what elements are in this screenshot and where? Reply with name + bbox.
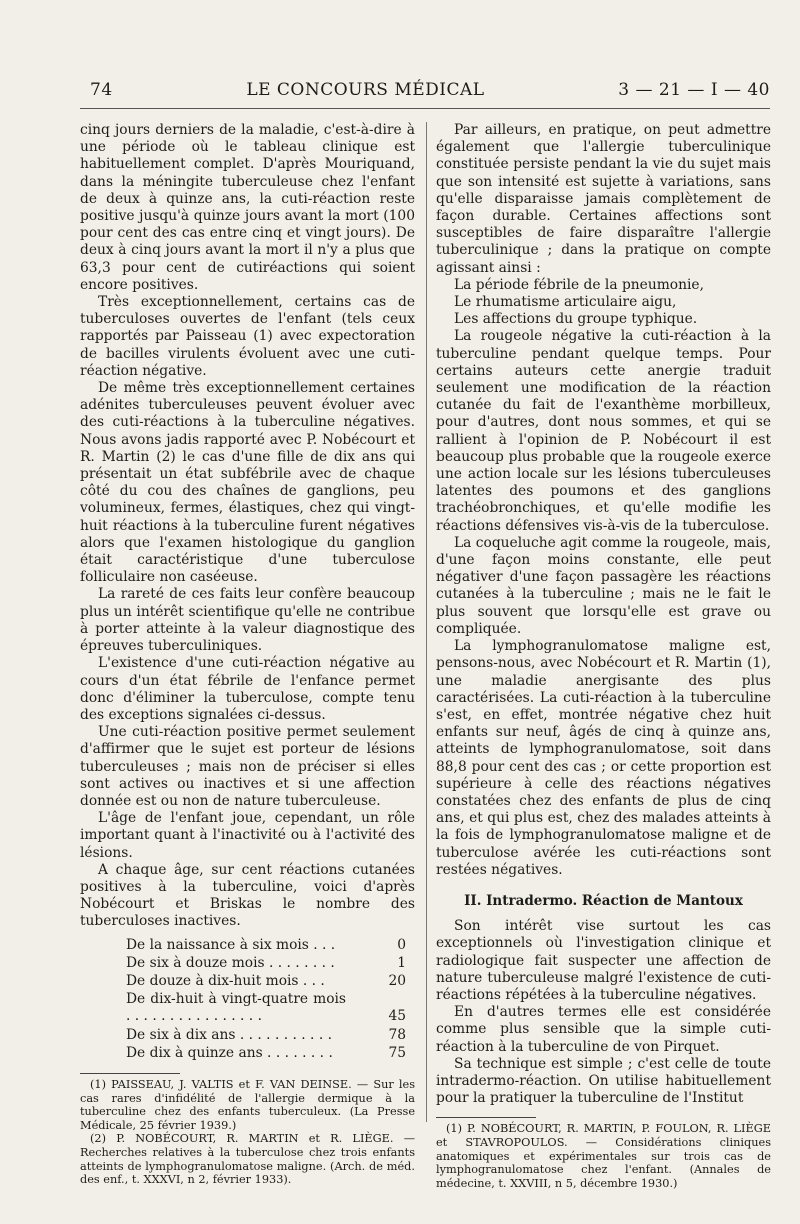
count-value: 78 — [388, 1026, 406, 1043]
paragraph: Très exceptionnellement, certains cas de tuberculoses ouvertes de l'enfant (tels ceux rapportés par Paisseau (1) avec expectoration de bacilles virulents évoluent avec une cuti-réaction négative. — [80, 294, 415, 379]
list-item: Le rhumatisme articulaire aigu, — [454, 294, 677, 311]
section-title: II. Intradermo. Réaction de Mantoux — [464, 892, 743, 909]
table-row — [126, 1027, 406, 1045]
paragraph: La coqueluche agit comme la rougeole, mais, d'une façon moins constante, elle peut négativer d'une façon passagère les réactions cutanées à la tuberculine ; mais ne le fait le plus souvent que lorsqu'elle est grave ou compliquée. — [436, 534, 771, 637]
footnote-rule — [80, 1073, 180, 1074]
age-label: De six à douze mois . . . . . . . . — [126, 954, 335, 971]
table-row — [126, 991, 406, 1026]
page-header — [90, 80, 770, 100]
count-value: 75 — [388, 1044, 406, 1061]
age-label: De dix à quinze ans . . . . . . . . — [126, 1044, 333, 1061]
age-label: De la naissance à six mois . . . — [126, 936, 336, 953]
footnotes-left — [80, 1078, 415, 1187]
table-row — [126, 955, 406, 973]
table-row — [126, 937, 406, 955]
paragraph: L'existence d'une cuti-réaction négative au cours d'un état fébrile de l'enfance permet donc d'éliminer la tuberculose, compte tenu des exceptions signalées ci-dessus. — [80, 655, 415, 723]
inactive-tuberculosis-table — [126, 937, 406, 1063]
age-label: De dix-huit à vingt-quatre mois . . . . . . . . . . . . . . . . — [126, 991, 346, 1025]
count-value: 45 — [388, 1008, 406, 1025]
paragraph: L'âge de l'enfant joue, cependant, un rôle important quant à l'inactivité ou à l'activité des lésions. — [80, 810, 415, 861]
paragraph: Son intérêt vise surtout les cas exceptionnels où l'investigation clinique et radiologique fait suspecter une affection de nature tuberculeuse malgré l'existence de cuti-réactions répétées à la tuberculine négatives. — [436, 918, 771, 1003]
journal-title: LE CONCOURS MÉDICAL — [246, 80, 485, 100]
list-item: Les affections du groupe typhique. — [454, 311, 698, 328]
age-label: De douze à dix-huit mois . . . — [126, 972, 325, 989]
footnote: (1) P. NOBÉCOURT, R. MARTIN, P. FOULON, R. LIÈGE et STAVROPOULOS. — Considérations cliniques anatomiques et expérimentales sur trois cas de lymphogranulomatose chez l'enfant. (Annales de médecine, t. XXVIII, n 5, décembre 1930.) — [436, 1122, 771, 1190]
list-item: La période fébrile de la pneumonie, — [454, 276, 704, 293]
paragraph: Par ailleurs, en pratique, on peut admettre également que l'allergie tuberculinique constituée persiste pendant la vie du sujet mais que son intensité est sujette à variations, sans qu'elle disparaisse jamais complètement de façon durable. Certaines affections sont susceptibles de faire disparaître l'allergie tuberculinique ; dans la pratique on compte agissant ainsi : — [436, 122, 771, 276]
right-column — [436, 122, 771, 1190]
header-rule — [80, 108, 770, 109]
table-row — [126, 1045, 406, 1063]
paragraph: Sa technique est simple ; c'est celle de toute intradermo-réaction. On utilise habituellement pour la pratiquer la tuberculine de l'Institut — [436, 1055, 771, 1107]
paragraph: Une cuti-réaction positive permet seulement d'affirmer que le sujet est porteur de lésions tuberculeuses ; mais non de préciser si elles sont actives ou inactives et si une affection donnée est ou non de nature tuberculeuse. — [80, 724, 415, 809]
footnote: (2) P. NOBÉCOURT, R. MARTIN et R. LIÈGE. — Recherches relatives à la tuberculose chez trois enfants atteints de lymphogranulomatose maligne. (Arch. de méd. des enf., t. XXXVI, n 2, février 1933). — [80, 1132, 415, 1187]
footnote-rule — [436, 1117, 536, 1118]
left-column — [80, 122, 415, 1187]
footnotes-right — [436, 1122, 771, 1190]
paragraph: La rougeole négative la cuti-réaction à la tuberculine pendant quelque temps. Pour certains auteurs cette anergie traduit seulement une modification de la réaction cutanée du fait de l'exanthème morbilleux, pour d'autres, dont nous sommes, et qui se rallient à l'opinion de P. Nobécourt il est beaucoup plus probable que la rougeole exerce une action locale sur les lésions tuberculeuses latentes des poumons et des ganglions trachéobronchiques, et qu'elle modifie les réactions défensives vis-à-vis de la tuberculose. — [436, 328, 771, 534]
paragraph: La rareté de ces faits leur confère beaucoup plus un intérêt scientifique qu'elle ne contribue à porter atteinte à la valeur diagnostique des épreuves tuberculiniques. — [80, 586, 415, 655]
count-value: 1 — [397, 954, 406, 971]
paragraph: A chaque âge, sur cent réactions cutanées positives à la tuberculine, voici d'après Nobécourt et Briskas le nombre des tuberculoses inactives. — [80, 861, 415, 930]
page-number: 74 — [90, 80, 113, 100]
footnote: (1) PAISSEAU, J. VALTIS et F. VAN DEINSE. — Sur les cas rares d'infidélité de l'allergie dermique à la tuberculine chez des enfants tuberculeux. (La Presse Médicale, 25 février 1939.) — [80, 1077, 415, 1132]
paragraph: De même très exceptionnellement certaines adénites tuberculeuses peuvent évoluer avec des cuti-réactions à la tuberculine négatives. Nous avons jadis rapporté avec P. Nobécourt et R. Martin (2) le cas d'une fille de dix ans qui présentait un état subfébrile avec de chaque côté du cou des chaînes de ganglions, peu volumineux, fermes, élastiques, chez qui vingt-huit réactions à la tuberculine furent négatives alors que l'examen histologique du ganglion était caractéristique d'une tuberculose folliculaire non caséeuse. — [80, 380, 415, 586]
age-label: De six à dix ans . . . . . . . . . . . — [126, 1026, 332, 1043]
paragraph: cinq jours derniers de la maladie, c'est-à-dire à une période où le tableau clinique est habituellement complet. D'après Mouriquand, dans la méningite tuberculeuse chez l'enfant de deux à quinze ans, la cuti-réaction reste positive jusqu'à quinze jours avant la mort (100 pour cent des cas entre cinq et vingt jours). De deux à cinq jours avant la mort il n'y a plus que 63,3 pour cent de cutiréactions qui soient encore positives. — [80, 122, 415, 293]
column-divider — [426, 122, 427, 1122]
paragraph: En d'autres termes elle est considérée comme plus sensible que la simple cuti-réaction à la tuberculine de von Pirquet. — [436, 1004, 771, 1055]
count-value: 20 — [388, 972, 406, 989]
issue-date: 3 — 21 — I — 40 — [618, 80, 770, 100]
table-row — [126, 973, 406, 991]
paragraph: La lymphogranulomatose maligne est, pensons-nous, avec Nobécourt et R. Martin (1), une maladie anergisante des plus caractérisées. La cuti-réaction à la tuberculine s'est, en effet, montrée négative chez huit enfants sur neuf, âgés de cinq à quinze ans, atteints de lymphogranulomatose, soit dans 88,8 pour cent des cas ; or cette proportion est supérieure à celle des réactions négatives constatées chez des enfants de plus de cinq ans, et qui plus est, chez des malades atteints à la fois de lymphogranulomatose maligne et de tuberculose avérée les cuti-réactions sont restées négatives. — [436, 638, 771, 878]
count-value: 0 — [397, 936, 406, 953]
